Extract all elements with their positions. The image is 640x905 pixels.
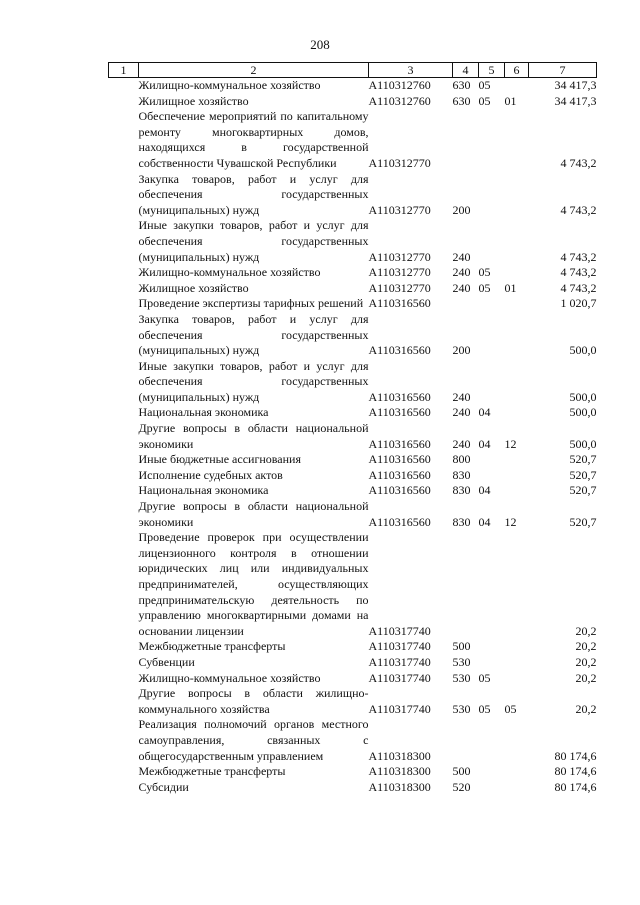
table-row [109,764,597,780]
cell-sum: 4 743,2 [560,202,597,217]
cell-code: А110318300 [368,779,431,794]
column-header-5: 5 [479,63,505,78]
cell-sum: 34 417,3 [554,78,597,92]
cell-vr: 520 [452,779,471,794]
cell-name: Жилищное хозяйство [138,280,249,295]
cell-rz [479,452,505,468]
cell-pr: 01 [504,280,517,295]
cell-code: А110312770 [368,249,431,264]
cell-sum: 500,0 [569,436,597,451]
table-row [109,109,597,171]
cell-vr: 240 [452,249,471,264]
cell-name: Проведение экспертизы тарифных решений [138,296,364,311]
cell-pr [505,717,529,764]
cell-rz [479,780,505,796]
table-row [109,530,597,639]
cell-code: А110312770 [368,265,431,280]
table-row [109,312,597,359]
cell-vr: 240 [452,389,471,404]
cell-pr: 01 [504,93,517,108]
table-header-row [109,63,597,78]
cell-rz [479,717,505,764]
cell-pr [505,312,529,359]
cell-vr: 830 [452,467,471,482]
cell-empty [109,483,139,499]
cell-empty [109,359,139,406]
column-header-2: 2 [139,63,369,78]
cell-pr [505,78,529,94]
cell-rz [479,468,505,484]
cell-empty [109,281,139,297]
cell-empty [109,499,139,530]
cell-sum: 500,0 [569,405,597,420]
cell-sum: 34 417,3 [554,93,597,108]
cell-vr [453,530,479,639]
cell-vr: 500 [452,764,471,779]
cell-name: Проведение проверок при осуществлении лицензионного контроля в отношении юридических лиц или индивидуальных предпринимателей, осуществляющих предпринимательскую деятельность по управлению многоквартирными домами на основании лицензии [138,530,369,638]
cell-pr [505,764,529,780]
cell-vr: 200 [452,202,471,217]
cell-sum: 80 174,6 [554,779,597,794]
cell-rz: 05 [478,280,491,295]
cell-pr [505,405,529,421]
cell-name: Иные закупки товаров, работ и услуг для обеспечения государственных (муниципальных) нужд [138,358,369,404]
cell-code: А110312770 [368,280,431,295]
cell-rz [479,530,505,639]
cell-pr [505,218,529,265]
cell-name: Закупка товаров, работ и услуг для обеспечения государственных (муниципальных) нужд [138,311,369,358]
cell-vr: 500 [452,639,471,654]
column-header-3: 3 [369,63,453,78]
cell-empty [109,655,139,671]
cell-rz: 05 [478,93,491,108]
cell-name: Субвенции [138,654,195,669]
table-row [109,655,597,671]
cell-pr [505,639,529,655]
cell-rz: 04 [478,436,491,451]
cell-pr [505,172,529,219]
column-header-1: 1 [109,63,139,78]
cell-pr [505,296,529,312]
cell-pr: 12 [504,514,517,529]
cell-rz [479,109,505,171]
cell-sum: 520,7 [569,514,597,529]
cell-empty [109,639,139,655]
cell-name: Иные закупки товаров, работ и услуг для обеспечения государственных (муниципальных) нужд [138,218,369,264]
cell-vr: 530 [452,670,471,685]
cell-vr: 630 [452,78,471,92]
budget-table [108,62,597,795]
cell-code: А110317740 [368,701,431,716]
table-body [109,78,597,796]
cell-pr: 05 [504,701,517,716]
cell-code: А110316560 [368,296,431,311]
table-row [109,265,597,281]
cell-pr [505,530,529,639]
cell-empty [109,717,139,764]
cell-sum: 4 743,2 [560,265,597,280]
cell-rz: 04 [478,514,491,529]
cell-empty [109,686,139,717]
cell-rz [479,639,505,655]
cell-sum: 4 743,2 [560,280,597,295]
cell-pr [505,671,529,687]
cell-rz: 04 [478,483,491,498]
cell-empty [109,265,139,281]
table-row [109,686,597,717]
table-row [109,281,597,297]
cell-empty [109,172,139,219]
cell-name: Другие вопросы в области национальной экономики [138,499,369,529]
cell-pr: 12 [504,436,517,451]
cell-vr: 800 [452,452,471,467]
cell-sum: 80 174,6 [554,764,597,779]
table-row [109,468,597,484]
cell-rz [479,312,505,359]
cell-code: А110317740 [368,623,431,638]
cell-vr [453,109,479,171]
cell-code: А110316560 [368,514,431,529]
cell-name: Реализация полномочий органов местного самоуправления, связанных с общегосударственным управлением [138,717,369,763]
cell-name: Национальная экономика [138,483,269,498]
table-row [109,218,597,265]
cell-sum: 1 020,7 [560,296,597,311]
cell-empty [109,421,139,452]
cell-code: А110316560 [368,483,431,498]
cell-sum: 20,2 [575,654,597,669]
cell-sum: 4 743,2 [560,249,597,264]
cell-sum: 20,2 [575,701,597,716]
page-number: 208 [310,37,330,52]
cell-code: А110316560 [368,405,431,420]
cell-empty [109,312,139,359]
cell-vr [453,717,479,764]
cell-vr: 830 [452,514,471,529]
table-row [109,421,597,452]
cell-name: Межбюджетные трансферты [138,639,286,654]
cell-rz: 05 [478,265,491,280]
cell-pr [505,109,529,171]
cell-vr [453,296,479,312]
cell-pr [505,468,529,484]
table-row [109,359,597,406]
column-header-6: 6 [505,63,529,78]
cell-rz: 05 [478,701,491,716]
cell-empty [109,452,139,468]
table-row [109,172,597,219]
cell-sum: 20,2 [575,623,597,638]
cell-sum: 520,7 [569,467,597,482]
cell-name: Другие вопросы в области национальной экономики [138,421,369,451]
cell-vr: 240 [452,280,471,295]
cell-empty [109,94,139,110]
cell-code: А110312760 [368,78,431,92]
cell-vr: 240 [452,405,471,420]
cell-empty [109,671,139,687]
table-row [109,780,597,796]
cell-pr [505,265,529,281]
cell-code: А110312760 [368,93,431,108]
cell-name: Другие вопросы в области жилищно-коммунального хозяйства [138,686,369,716]
cell-code: А110316560 [368,389,431,404]
cell-empty [109,296,139,312]
cell-code: А110312770 [368,155,431,170]
table-row [109,483,597,499]
cell-name: Жилищное хозяйство [138,93,249,108]
cell-pr [505,483,529,499]
cell-empty [109,468,139,484]
cell-sum: 500,0 [569,389,597,404]
cell-code: А110316560 [368,436,431,451]
cell-vr: 530 [452,654,471,669]
cell-code: А110316560 [368,467,431,482]
cell-rz [479,218,505,265]
cell-name: Межбюджетные трансферты [138,764,286,779]
cell-code: А110312770 [368,202,431,217]
cell-empty [109,405,139,421]
cell-code: А110318300 [368,748,431,763]
cell-name: Иные бюджетные ассигнования [138,452,301,467]
cell-sum: 20,2 [575,670,597,685]
cell-name: Жилищно-коммунальное хозяйство [138,78,321,92]
cell-rz [479,296,505,312]
cell-empty [109,530,139,639]
cell-name: Жилищно-коммунальное хозяйство [138,265,321,280]
cell-sum: 520,7 [569,483,597,498]
cell-rz [479,172,505,219]
cell-empty [109,109,139,171]
cell-code: А110316560 [368,343,431,358]
cell-vr: 530 [452,701,471,716]
table-row [109,639,597,655]
cell-name: Национальная экономика [138,405,269,420]
table-row [109,717,597,764]
cell-code: А110317740 [368,654,431,669]
cell-empty [109,78,139,94]
cell-code: А110316560 [368,452,431,467]
table-row [109,671,597,687]
cell-pr [505,655,529,671]
column-header-7: 7 [529,63,597,78]
table-row [109,499,597,530]
cell-name: Закупка товаров, работ и услуг для обеспечения государственных (муниципальных) нужд [138,171,369,217]
cell-rz: 05 [478,78,491,92]
cell-rz: 05 [478,670,491,685]
table-row [109,78,597,94]
cell-sum: 20,2 [575,639,597,654]
cell-vr: 830 [452,483,471,498]
cell-vr: 240 [452,436,471,451]
cell-pr [505,359,529,406]
cell-pr [505,452,529,468]
cell-empty [109,218,139,265]
cell-vr: 240 [452,265,471,280]
cell-code: А110318300 [368,764,431,779]
cell-sum: 80 174,6 [554,748,597,763]
cell-empty [109,780,139,796]
cell-vr: 630 [452,93,471,108]
cell-rz [479,764,505,780]
table-row [109,296,597,312]
cell-empty [109,764,139,780]
cell-rz [479,655,505,671]
column-header-4: 4 [453,63,479,78]
cell-sum: 520,7 [569,452,597,467]
cell-code: А110317740 [368,670,431,685]
cell-vr: 200 [452,343,471,358]
table-row [109,94,597,110]
cell-name: Жилищно-коммунальное хозяйство [138,670,321,685]
cell-code: А110317740 [368,639,431,654]
cell-sum: 4 743,2 [560,155,597,170]
table-row [109,405,597,421]
table-row [109,452,597,468]
cell-rz [479,359,505,406]
cell-name: Субсидии [138,779,189,794]
cell-name: Обеспечение мероприятий по капитальному ремонту многоквартирных домов, находящихся в государственной собственности Чувашской Республики [138,109,369,170]
cell-rz: 04 [478,405,491,420]
cell-pr [505,780,529,796]
cell-name: Исполнение судебных актов [138,467,283,482]
cell-sum: 500,0 [569,343,597,358]
